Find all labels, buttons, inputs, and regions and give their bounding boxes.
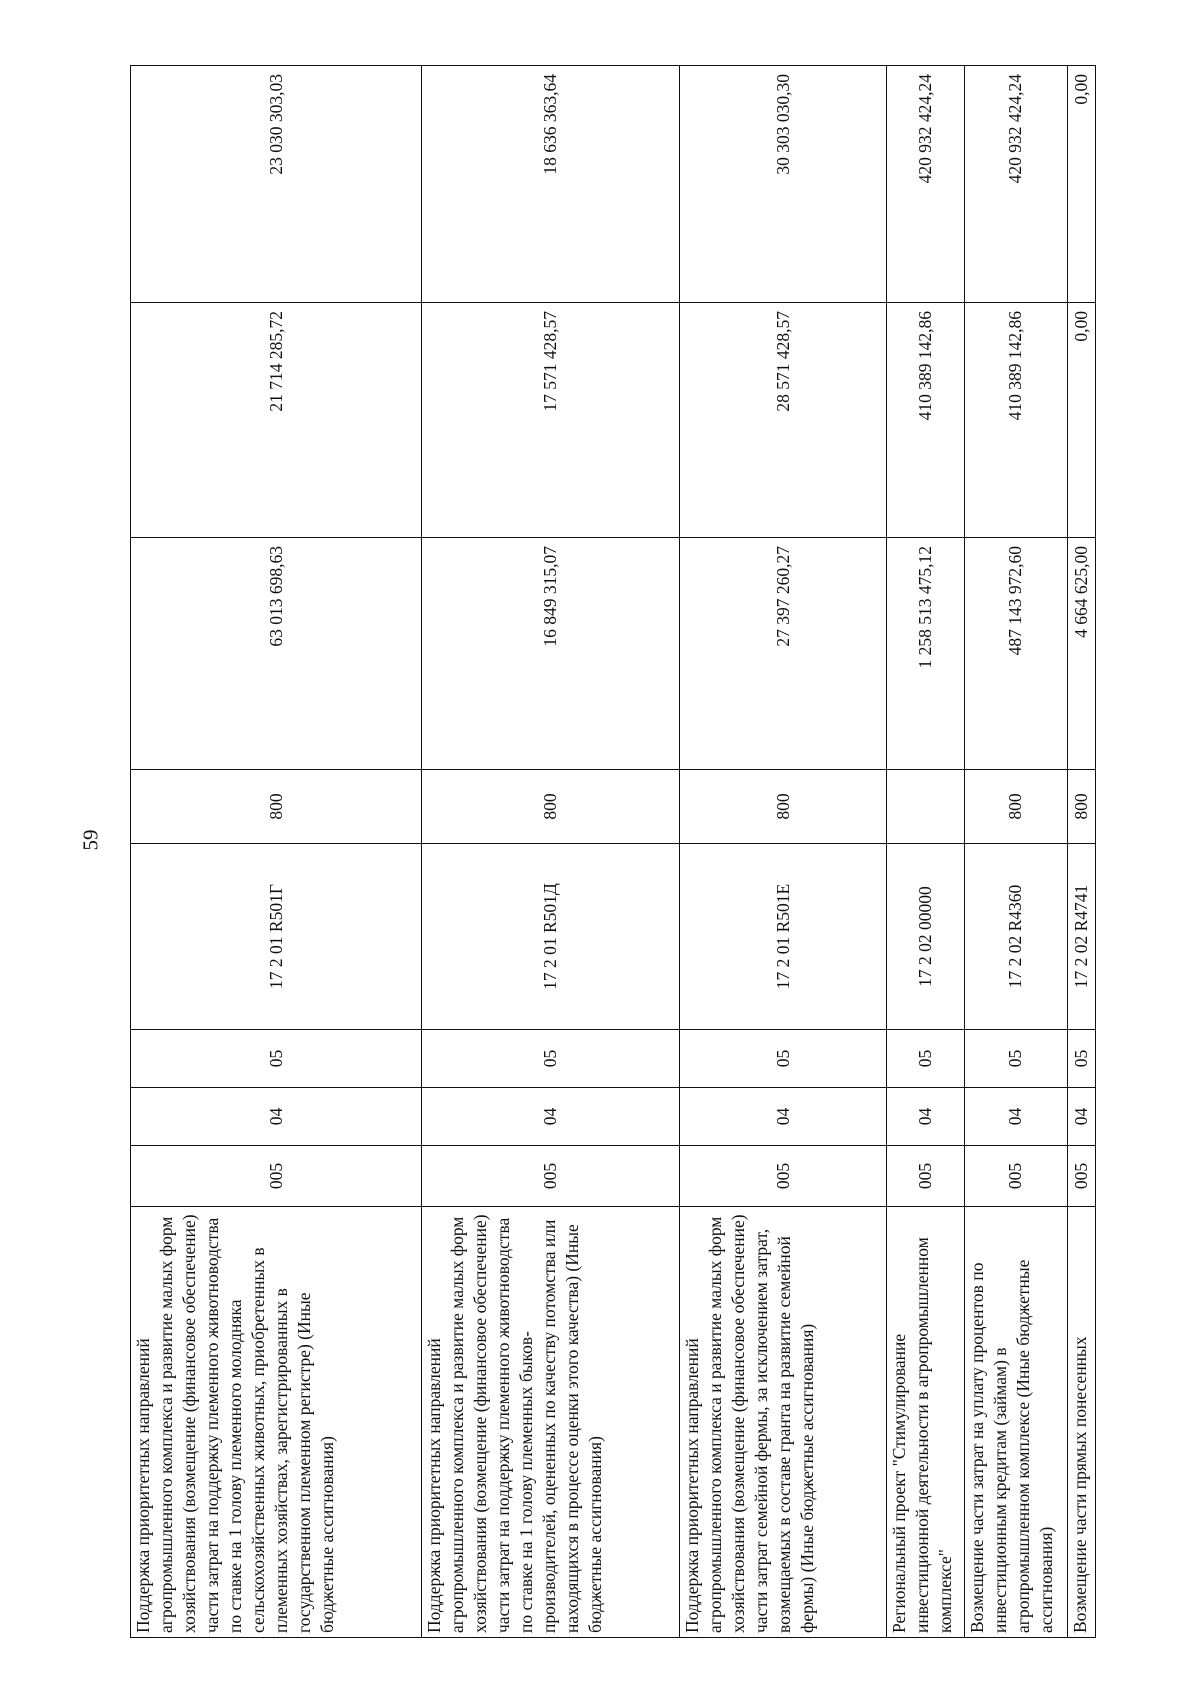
ministry-code: 005 (131, 1146, 422, 1207)
table-row (680, 66, 887, 1638)
amount-3: 18 636 363,64 (422, 66, 680, 303)
amount-3: 30 303 030,30 (680, 66, 887, 303)
subsection-code: 05 (422, 1030, 680, 1088)
row-description: Возмещение части затрат на уплату процентов по инвестиционным кредитам (займам) в агропромышленном комплексе (Иные бюджетные ассигнования) (964, 1207, 1067, 1638)
row-description: Возмещение части прямых понесенных (1067, 1207, 1095, 1638)
page-number: 59 (78, 829, 103, 851)
amount-1: 16 849 315,07 (422, 538, 680, 770)
amount-3: 0,00 (1067, 66, 1095, 303)
target-article-code: 17 2 01 R501Е (680, 844, 887, 1030)
target-article-code: 17 2 02 00000 (886, 844, 964, 1030)
expense-type-code: 800 (964, 770, 1067, 844)
amount-1: 487 143 972,60 (964, 538, 1067, 770)
table-row (131, 66, 422, 1638)
target-article-code: 17 2 02 R4741 (1067, 844, 1095, 1030)
amount-1: 1 258 513 475,12 (886, 538, 964, 770)
section-code: 04 (131, 1088, 422, 1146)
amount-1: 27 397 260,27 (680, 538, 887, 770)
table-row (964, 66, 1067, 1638)
rotated-table-container (130, 66, 1096, 1638)
section-code: 04 (886, 1088, 964, 1146)
subsection-code: 05 (964, 1030, 1067, 1088)
subsection-code: 05 (886, 1030, 964, 1088)
target-article-code: 17 2 01 R501Д (422, 844, 680, 1030)
expense-type-code: 800 (422, 770, 680, 844)
section-code: 04 (422, 1088, 680, 1146)
ministry-code: 005 (680, 1146, 887, 1207)
amount-2: 410 389 142,86 (964, 303, 1067, 538)
expense-type-code: 800 (1067, 770, 1095, 844)
ministry-code: 005 (964, 1146, 1067, 1207)
amount-2: 410 389 142,86 (886, 303, 964, 538)
subsection-code: 05 (1067, 1030, 1095, 1088)
table-row (1067, 66, 1095, 1638)
amount-2: 0,00 (1067, 303, 1095, 538)
ministry-code: 005 (886, 1146, 964, 1207)
table-row (886, 66, 964, 1638)
expense-type-code (886, 770, 964, 844)
amount-3: 420 932 424,24 (964, 66, 1067, 303)
section-code: 04 (1067, 1088, 1095, 1146)
budget-table (130, 65, 1096, 1638)
amount-3: 420 932 424,24 (886, 66, 964, 303)
expense-type-code: 800 (131, 770, 422, 844)
ministry-code: 005 (1067, 1146, 1095, 1207)
table-row (422, 66, 680, 1638)
target-article-code: 17 2 01 R501Г (131, 844, 422, 1030)
row-description: Поддержка приоритетных направлений агропромышленного комплекса и развитие малых форм хозяйствования (возмещение (финансовое обеспечение) части затрат на поддержку племенного животноводства по ставке на 1 голову племенного молодняка сельскохозяйственных животных, приобретенных в племенных хозяйствах, зарегистрированных в государственном племенном регистре) (Иные бюджетные ассигнования) (131, 1207, 422, 1638)
expense-type-code: 800 (680, 770, 887, 844)
row-description: Поддержка приоритетных направлений агропромышленного комплекса и развитие малых форм хозяйствования (возмещение (финансовое обеспечение) части затрат семейной фермы, за исключением затрат, возмещаемых в составе гранта на развитие семейной фермы) (Иные бюджетные ассигнования) (680, 1207, 887, 1638)
amount-3: 23 030 303,03 (131, 66, 422, 303)
amount-2: 28 571 428,57 (680, 303, 887, 538)
target-article-code: 17 2 02 R4360 (964, 844, 1067, 1030)
section-code: 04 (680, 1088, 887, 1146)
ministry-code: 005 (422, 1146, 680, 1207)
amount-2: 21 714 285,72 (131, 303, 422, 538)
amount-1: 4 664 625,00 (1067, 538, 1095, 770)
section-code: 04 (964, 1088, 1067, 1146)
subsection-code: 05 (131, 1030, 422, 1088)
subsection-code: 05 (680, 1030, 887, 1088)
amount-2: 17 571 428,57 (422, 303, 680, 538)
row-description: Региональный проект "Стимулирование инвестиционной деятельности в агропромышленном комплексе" (886, 1207, 964, 1638)
amount-1: 63 013 698,63 (131, 538, 422, 770)
row-description: Поддержка приоритетных направлений агропромышленного комплекса и развитие малых форм хозяйствования (возмещение (финансовое обеспечение) части затрат на поддержку племенного животноводства по ставке на 1 голову племенных быков-производителей, оцененных по качеству потомства или находящихся в процессе оценки этого качества) (Иные бюджетные ассигнования) (422, 1207, 680, 1638)
